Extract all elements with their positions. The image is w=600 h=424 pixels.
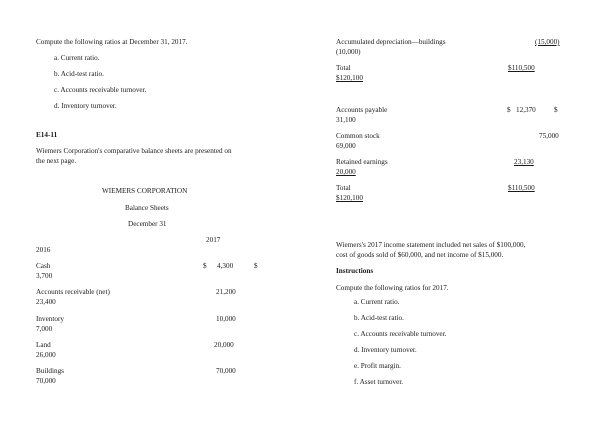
value-2017: 23,130 (514, 158, 534, 166)
ratio-item: a. Current ratio. (54, 54, 100, 62)
value-2017: 75,000 (539, 132, 559, 140)
row-label: Retained earnings (336, 158, 388, 166)
ratio-item: d. Inventory turnover. (354, 346, 417, 354)
exercise-title: E14-11 (36, 131, 58, 139)
dollar-sign: $ (254, 262, 258, 270)
value-2016: 3,700 (36, 272, 53, 280)
intro-text: Compute the following ratios at December 31, 2017. (36, 38, 188, 46)
value-2016: 23,400 (36, 298, 56, 306)
column-header-2017: 2017 (206, 236, 221, 244)
row-label: Accounts payable (336, 106, 388, 114)
column-header-2016: 2016 (36, 246, 51, 254)
row-label: Accumulated depreciation—buildings (336, 38, 446, 46)
statement-date: December 31 (128, 220, 167, 228)
value-2017: 4,300 (217, 262, 234, 270)
dollar-sign: $ (203, 262, 207, 270)
value-2016: $120,100 (336, 194, 363, 202)
value-2016: $120,100 (336, 74, 363, 82)
instructions-title: Instructions (336, 267, 374, 275)
ratio-item: e. Profit margin. (354, 362, 401, 370)
ratio-item: d. Inventory turnover. (54, 102, 117, 110)
value-2017: 21,200 (216, 288, 236, 296)
ratio-item: b. Acid-test ratio. (54, 70, 104, 78)
value-2016: (10,000) (336, 48, 361, 56)
value-2017: (15,000) (535, 38, 560, 46)
row-label: Cash (36, 262, 51, 270)
value-2016: 31,100 (336, 116, 356, 124)
row-label: Accounts receivable (net) (36, 288, 110, 296)
instructions-intro: Compute the following ratios for 2017. (336, 284, 449, 292)
value-2017: $110,500 (508, 64, 535, 72)
exercise-text: the next page. (36, 157, 77, 165)
statement-title: Balance Sheets (125, 204, 169, 212)
dollar-sign: $ (507, 106, 511, 114)
income-text: cost of goods sold of $60,000, and net income of $15,000. (336, 251, 504, 259)
value-2016: 70,000 (36, 377, 56, 385)
ratio-item: a. Current ratio. (354, 298, 400, 306)
value-2016: 69,000 (336, 142, 356, 150)
exercise-text: Wiemers Corporation's comparative balance sheets are presented on (36, 147, 232, 155)
row-label: Inventory (36, 315, 64, 323)
value-2017: $110,500 (508, 184, 535, 192)
value-2016: 7,000 (36, 325, 53, 333)
value-2017: 10,000 (216, 315, 236, 323)
row-label: Buildings (36, 367, 64, 375)
row-label: Total (336, 184, 351, 192)
income-text: Wiemers's 2017 income statement included net sales of $100,000, (336, 241, 526, 249)
row-label: Land (36, 341, 51, 349)
row-label: Common stock (336, 132, 380, 140)
value-2017: 70,000 (216, 367, 236, 375)
value-2016: 26,000 (36, 351, 56, 359)
company-name: WIEMERS CORPORATION (102, 187, 188, 195)
row-label: Total (336, 64, 351, 72)
ratio-item: c. Accounts receivable turnover. (354, 330, 447, 338)
value-2016: 20,000 (336, 168, 356, 176)
dollar-sign: $ (554, 106, 558, 114)
ratio-item: c. Accounts receivable turnover. (54, 86, 147, 94)
value-2017: 12,370 (516, 106, 536, 114)
value-2017: 20,000 (214, 341, 234, 349)
ratio-item: f. Asset turnover. (354, 378, 404, 386)
ratio-item: b. Acid-test ratio. (354, 314, 404, 322)
